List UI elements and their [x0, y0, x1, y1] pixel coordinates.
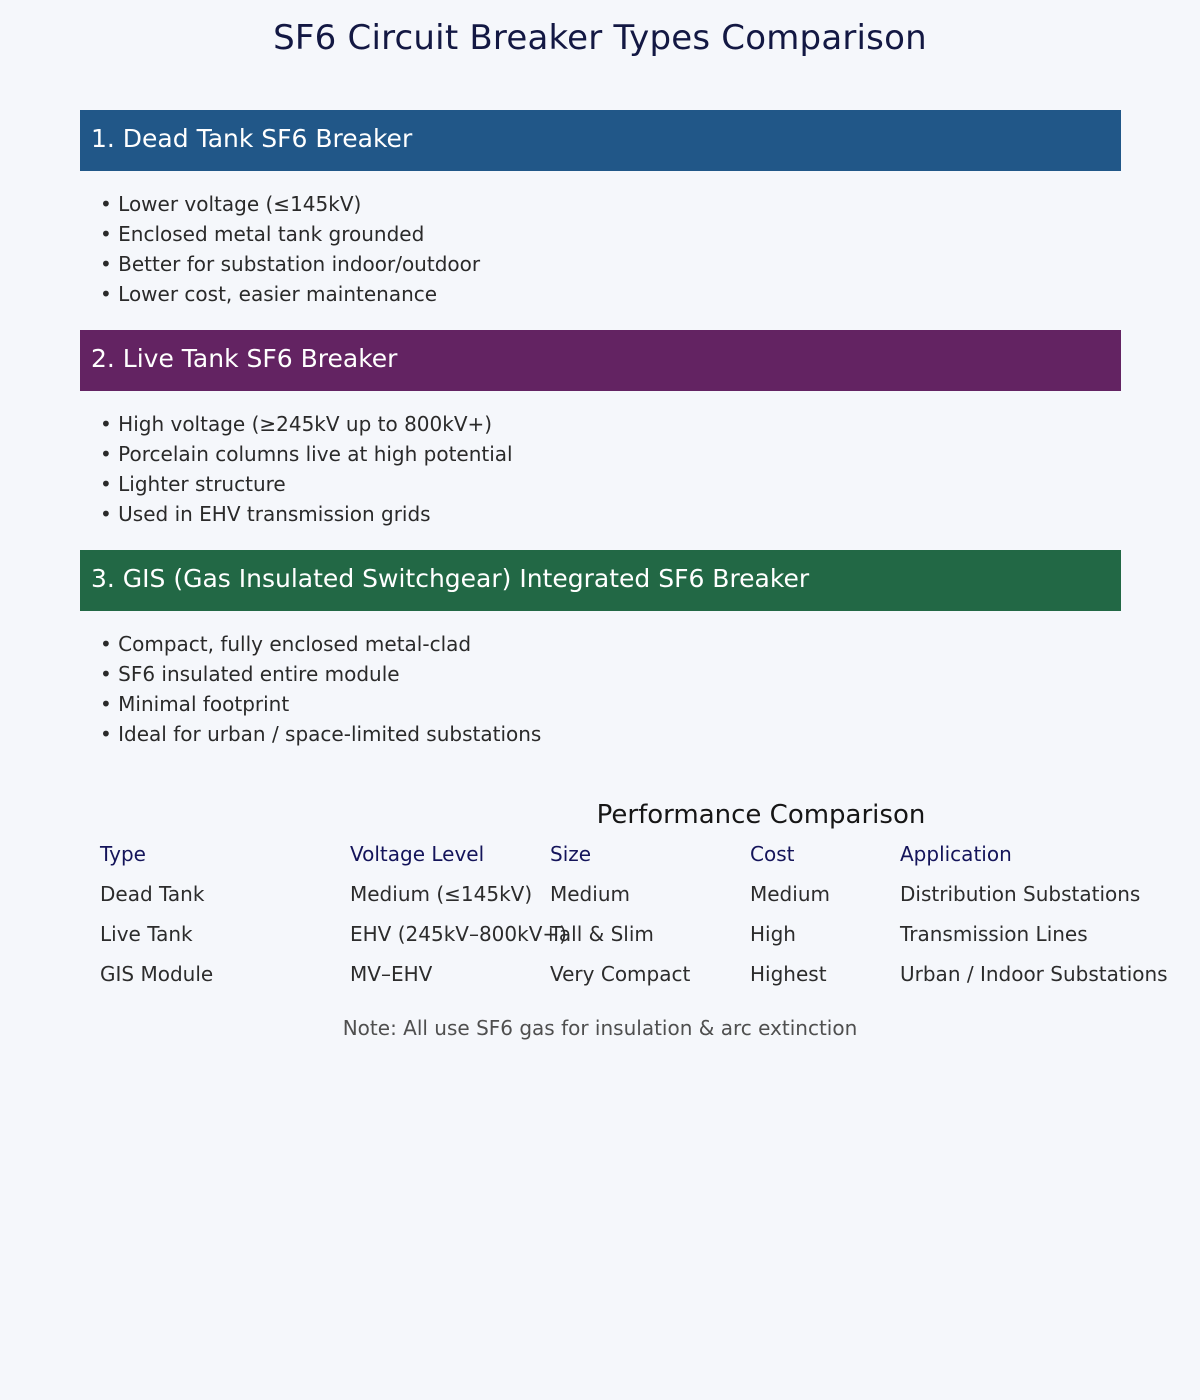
table-header-cost: Cost [750, 842, 795, 866]
table-cell: GIS Module [100, 962, 214, 986]
table-header-size: Size [550, 842, 592, 866]
list-item: • High voltage (≥245kV up to 800kV+) [100, 412, 493, 436]
page-title: SF6 Circuit Breaker Types Comparison [273, 18, 927, 58]
table-cell: MV–EHV [350, 962, 433, 986]
table-cell: Medium [750, 882, 830, 906]
comparison-table-title: Performance Comparison [596, 800, 926, 830]
dead-tank-feature-list [100, 189, 480, 309]
table-cell: Urban / Indoor Substations [900, 962, 1168, 986]
section-header-dead-tank: 1. Dead Tank SF6 Breaker [80, 110, 1121, 171]
list-item: • Better for substation indoor/outdoor [100, 252, 481, 276]
list-item: • Lower cost, easier maintenance [100, 282, 438, 306]
list-item: • Minimal footprint [100, 692, 290, 716]
table-cell: Very Compact [550, 962, 691, 986]
table-cell: EHV (245kV–800kV+) [350, 922, 567, 946]
list-item: • Ideal for urban / space-limited substations [100, 722, 542, 746]
list-item: • Compact, fully enclosed metal-clad [100, 632, 472, 656]
table-cell: Tall & Slim [550, 922, 654, 946]
table-header-application: Application [900, 842, 1012, 866]
list-item: • Enclosed metal tank grounded [100, 222, 425, 246]
table-cell: Medium (≤145kV) [350, 882, 533, 906]
table-header-voltage-level: Voltage Level [350, 842, 485, 866]
table-header-type: Type [100, 842, 146, 866]
table-cell: Dead Tank [100, 882, 205, 906]
list-item: • Used in EHV transmission grids [100, 502, 431, 526]
table-cell: Medium [550, 882, 630, 906]
table-cell: Highest [750, 962, 827, 986]
section-header-gis: 3. GIS (Gas Insulated Switchgear) Integrated SF6 Breaker [80, 550, 1121, 611]
list-item: • Lower voltage (≤145kV) [100, 192, 362, 216]
list-item: • Porcelain columns live at high potential [100, 442, 513, 466]
table-cell: Distribution Substations [900, 882, 1141, 906]
list-item: • SF6 insulated entire module [100, 662, 400, 686]
gis-feature-list [100, 629, 541, 749]
table-cell: High [750, 922, 796, 946]
table-cell: Transmission Lines [900, 922, 1088, 946]
list-item: • Lighter structure [100, 472, 286, 496]
section-header-live-tank: 2. Live Tank SF6 Breaker [80, 330, 1121, 391]
table-cell: Live Tank [100, 922, 193, 946]
footnote: Note: All use SF6 gas for insulation & arc extinction [342, 1016, 858, 1040]
live-tank-feature-list [100, 409, 513, 529]
